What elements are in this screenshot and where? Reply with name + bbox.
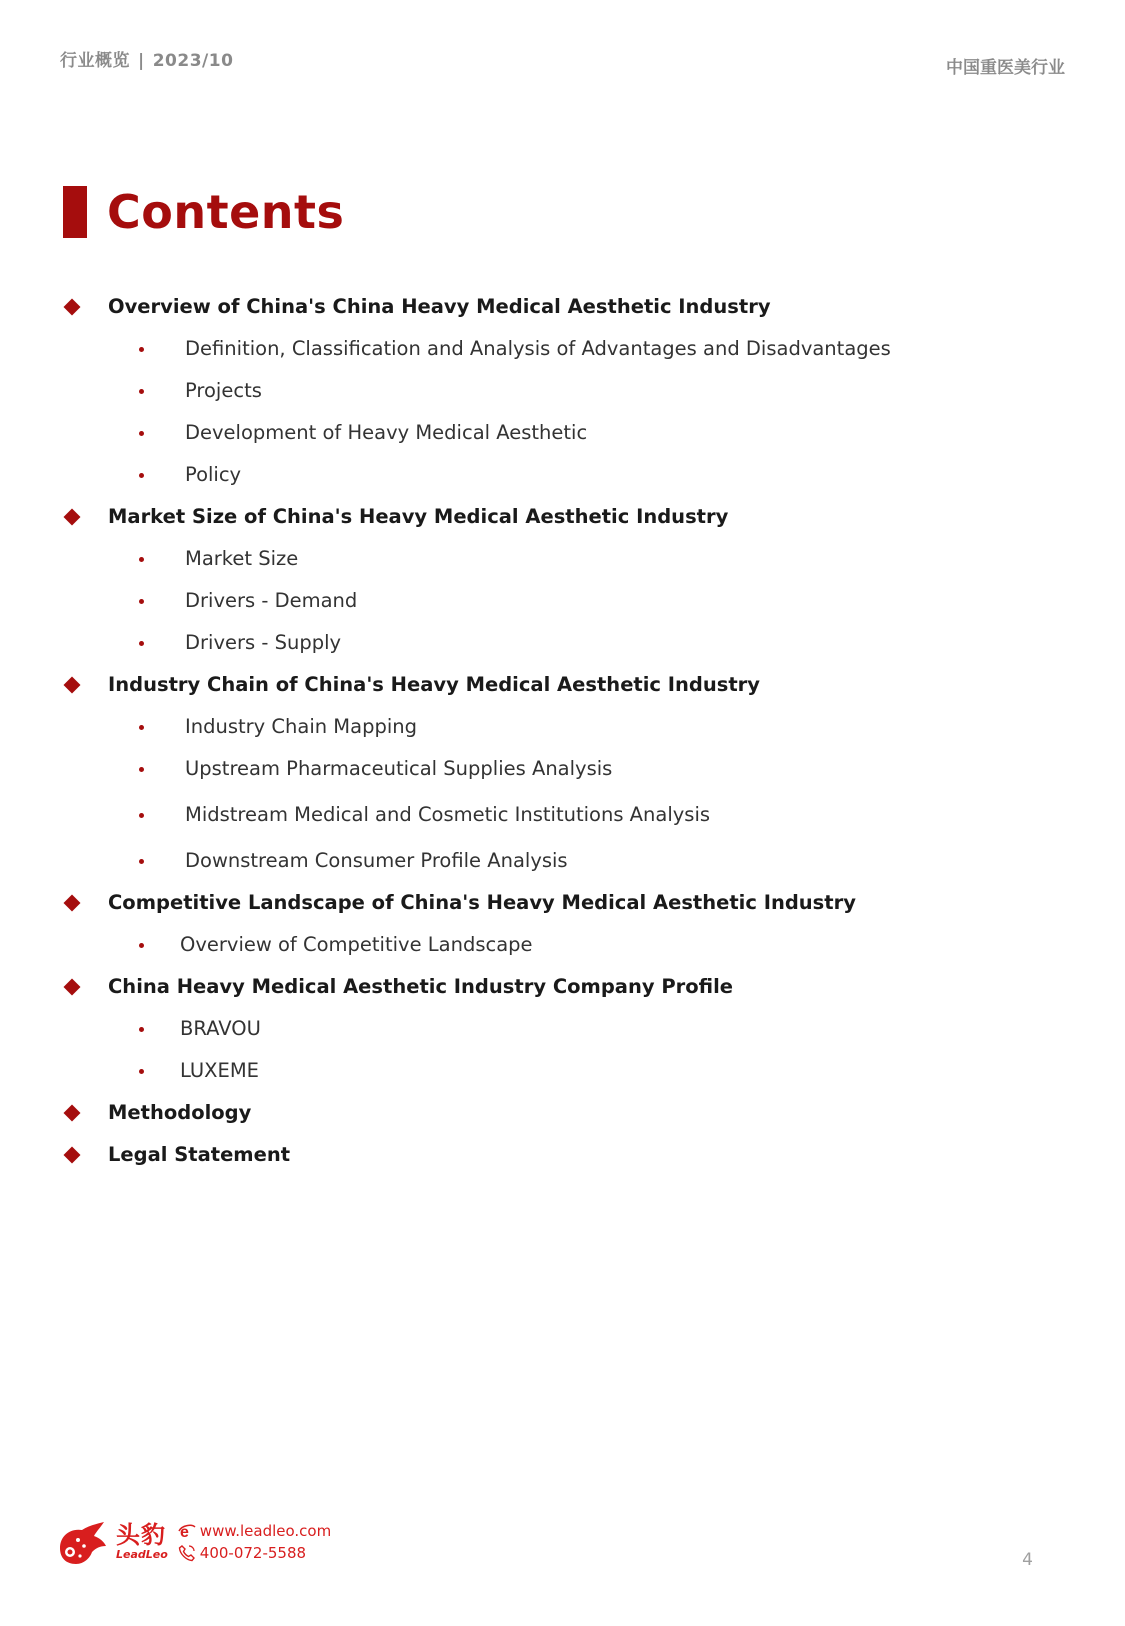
dot-bullet-icon — [139, 725, 144, 730]
toc-item-label: Midstream Medical and Cosmetic Institutions Analysis — [185, 803, 711, 826]
diamond-bullet-icon — [64, 509, 81, 526]
dot-bullet-icon — [139, 431, 144, 436]
dot-bullet-icon — [139, 1069, 144, 1074]
phone-icon — [178, 1544, 196, 1562]
toc-section-label: Market Size of China's Heavy Medical Aesthetic Industry — [108, 505, 729, 528]
toc-item[interactable] — [63, 1014, 1063, 1044]
toc-section-label: Overview of China's China Heavy Medical Aesthetic Industry — [108, 295, 771, 318]
header-category: 行业概览 — [60, 51, 130, 71]
toc-section-company-profile[interactable] — [63, 972, 1063, 1002]
toc-section-market-size[interactable] — [63, 502, 1063, 532]
toc-item[interactable] — [63, 930, 1063, 960]
dot-bullet-icon — [139, 767, 144, 772]
toc-section-label: Competitive Landscape of China's Heavy Medical Aesthetic Industry — [108, 891, 856, 914]
toc-item[interactable] — [63, 334, 1063, 364]
toc-item-label: BRAVOU — [180, 1017, 261, 1040]
toc-item[interactable] — [63, 544, 1063, 574]
dot-bullet-icon — [139, 347, 144, 352]
brand-name — [116, 1522, 168, 1562]
toc-item-label: Market Size — [185, 547, 299, 570]
toc-item-label: Downstream Consumer Profile Analysis — [185, 849, 568, 872]
diamond-bullet-icon — [64, 979, 81, 996]
leopard-logo-icon — [56, 1518, 108, 1566]
diamond-bullet-icon — [64, 895, 81, 912]
browser-icon — [178, 1522, 196, 1540]
toc-section-label: China Heavy Medical Aesthetic Industry Company Profile — [108, 975, 734, 998]
diamond-bullet-icon — [64, 1147, 81, 1164]
header-category-date — [60, 46, 233, 71]
toc-item[interactable] — [63, 586, 1063, 616]
diamond-bullet-icon — [64, 299, 81, 316]
svg-text:e: e — [179, 1524, 189, 1540]
toc-section-label: Industry Chain of China's Heavy Medical Aesthetic Industry — [108, 673, 761, 696]
toc-item-label: Drivers - Supply — [185, 631, 342, 654]
toc-item-label: Development of Heavy Medical Aesthetic — [185, 421, 588, 444]
toc-item[interactable] — [63, 460, 1063, 490]
toc-item[interactable] — [63, 628, 1063, 658]
title-accent-bar — [63, 186, 87, 238]
page-title: Contents — [107, 185, 345, 239]
dot-bullet-icon — [139, 813, 144, 818]
header-date: 2023/10 — [152, 51, 234, 71]
brand-cn: 头豹 — [116, 1521, 166, 1549]
table-of-contents — [63, 292, 1063, 1170]
header-report-name: 中国重医美行业 — [946, 58, 1065, 78]
toc-item-label: LUXEME — [180, 1059, 259, 1082]
diamond-bullet-icon — [64, 1105, 81, 1122]
toc-section-overview[interactable] — [63, 292, 1063, 322]
toc-section-label: Legal Statement — [108, 1143, 291, 1166]
dot-bullet-icon — [139, 599, 144, 604]
toc-item[interactable] — [63, 1056, 1063, 1086]
website-link[interactable]: www.leadleo.com — [199, 1522, 332, 1540]
toc-item-label: Definition, Classification and Analysis of Advantages and Disadvantages — [185, 337, 891, 360]
toc-item[interactable] — [63, 712, 1063, 742]
toc-section-legal-statement[interactable] — [63, 1140, 1063, 1170]
header-separator: | — [138, 51, 145, 71]
toc-section-label: Methodology — [108, 1101, 252, 1124]
toc-item-label: Industry Chain Mapping — [185, 715, 417, 738]
toc-item-label: Upstream Pharmaceutical Supplies Analysis — [185, 757, 613, 780]
diamond-bullet-icon — [64, 677, 81, 694]
footer — [56, 1518, 331, 1566]
toc-item-label: Overview of Competitive Landscape — [180, 933, 533, 956]
dot-bullet-icon — [139, 557, 144, 562]
dot-bullet-icon — [139, 389, 144, 394]
toc-item[interactable] — [63, 754, 1063, 784]
page-number: 4 — [1022, 1550, 1033, 1570]
toc-section-industry-chain[interactable] — [63, 670, 1063, 700]
dot-bullet-icon — [139, 1027, 144, 1032]
toc-item[interactable] — [63, 376, 1063, 406]
contact-info — [178, 1520, 331, 1564]
phone-number: 400-072-5588 — [199, 1544, 307, 1562]
toc-item-label: Drivers - Demand — [185, 589, 358, 612]
dot-bullet-icon — [139, 859, 144, 864]
toc-section-methodology[interactable] — [63, 1098, 1063, 1128]
toc-item[interactable] — [63, 800, 1063, 830]
toc-section-competitive-landscape[interactable] — [63, 888, 1063, 918]
dot-bullet-icon — [139, 943, 144, 948]
contents-heading — [63, 185, 344, 239]
toc-item[interactable] — [63, 846, 1063, 876]
dot-bullet-icon — [139, 641, 144, 646]
phone-row[interactable] — [178, 1542, 331, 1564]
dot-bullet-icon — [139, 473, 144, 478]
toc-item-label: Projects — [185, 379, 262, 402]
toc-item[interactable] — [63, 418, 1063, 448]
toc-item-label: Policy — [185, 463, 242, 486]
website-row[interactable] — [178, 1520, 331, 1542]
brand-en: LeadLeo — [116, 1548, 168, 1561]
